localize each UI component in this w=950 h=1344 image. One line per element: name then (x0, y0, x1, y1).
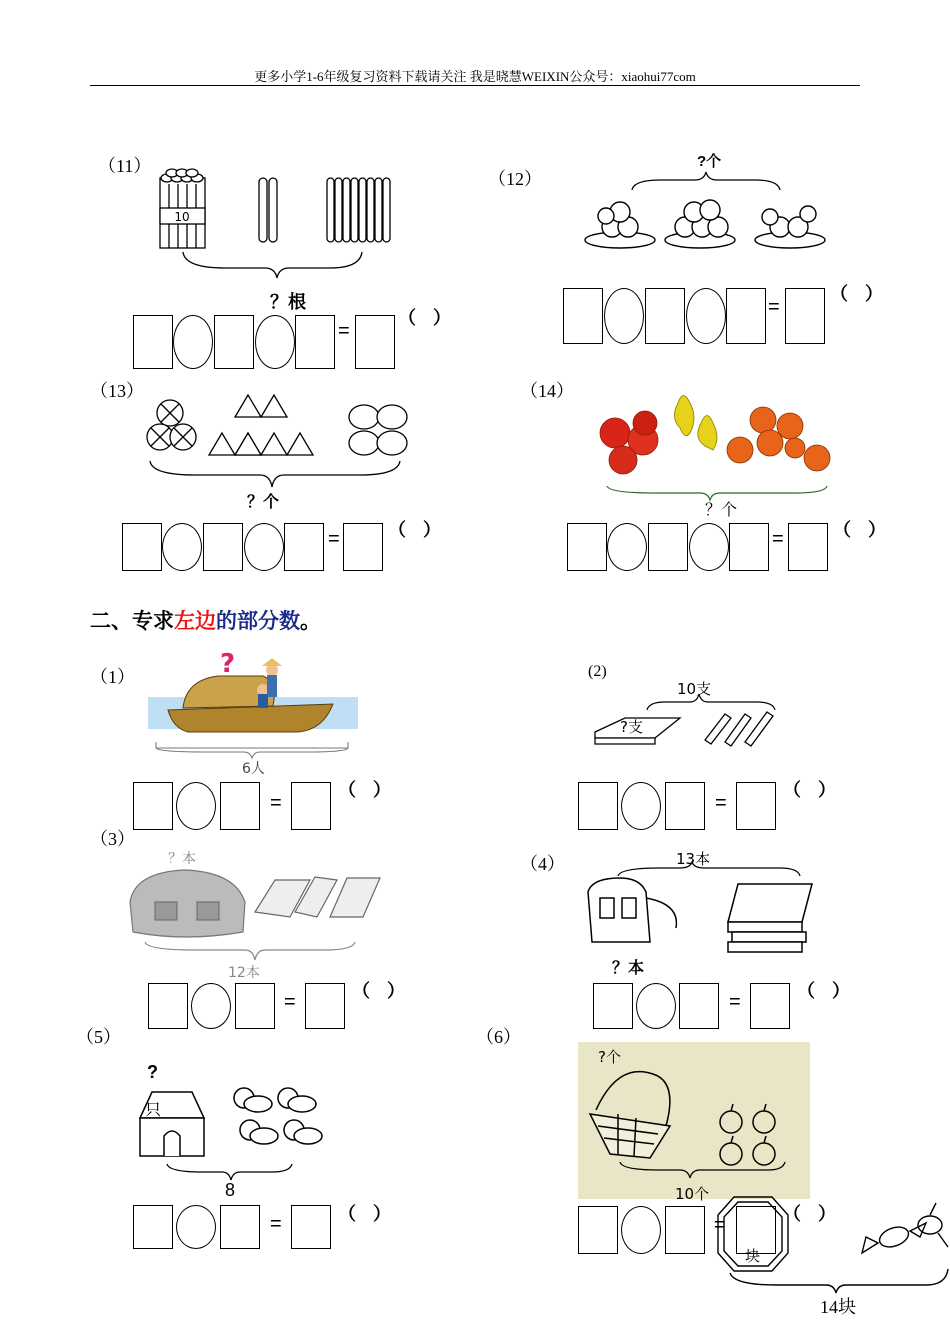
q11-oval-2[interactable] (255, 315, 295, 369)
q14-oval-2[interactable] (689, 523, 729, 571)
q11-equals: = (338, 320, 350, 342)
section2-title-blue: 部分数 (237, 609, 300, 633)
s2-q6-box-1[interactable] (578, 1206, 618, 1254)
q13-equals: = (328, 528, 340, 550)
q13-box-1[interactable] (122, 523, 162, 571)
q12-oval-1[interactable] (604, 288, 644, 344)
q14-box-1[interactable] (567, 523, 607, 571)
s2-q5-equals: = (270, 1213, 282, 1235)
q14-total-label: ？个 (705, 502, 738, 519)
s2-q3-answer-paren[interactable]: （ ） (352, 981, 412, 1001)
section2-title-end: 。 (300, 609, 321, 633)
s2-q4-equals: = (729, 991, 741, 1013)
q14-box-3[interactable] (729, 523, 769, 571)
s2-q3-equals: = (284, 991, 296, 1013)
q13-oval-1[interactable] (162, 523, 202, 571)
s2-q5-box-2[interactable] (220, 1205, 260, 1249)
s2-q2-answer-paren[interactable]: （ ） (783, 780, 843, 800)
s2-q1-oval[interactable] (176, 782, 216, 830)
s2-q2-equals: = (715, 792, 727, 814)
s2-q3-label: （3） (90, 829, 135, 849)
q14-equals: = (772, 528, 784, 550)
q14-fruits-illustration (595, 378, 845, 503)
s2-q4-label: （4） (520, 854, 565, 874)
s2-q6-part-label: ?个 (598, 1048, 621, 1066)
q11-total-label: ？根 (270, 292, 306, 312)
q13-answer-paren[interactable]: （ ） (388, 520, 448, 540)
s2-q1-label: （1） (90, 667, 135, 687)
s2-q1-box-2[interactable] (220, 782, 260, 830)
q12-box-3[interactable] (726, 288, 766, 344)
q13-answer-box[interactable] (343, 523, 383, 571)
s2-q4-bag-books-illustration (580, 862, 825, 957)
header-rule (90, 85, 860, 86)
q11-bundle-label: 10 (174, 210, 190, 224)
s2-q5-box-1[interactable] (133, 1205, 173, 1249)
s2-q1-answer-box[interactable] (291, 782, 331, 830)
s2-q6-oval[interactable] (621, 1206, 661, 1254)
s2-q5-oval[interactable] (176, 1205, 216, 1249)
s2-q5-label: （5） (76, 1027, 121, 1047)
q12-apples-on-plates-illustration (580, 172, 840, 262)
s2-q6-box-2[interactable] (665, 1206, 705, 1254)
q14-answer-paren[interactable]: （ ） (833, 520, 893, 540)
q12-equals: = (768, 296, 780, 318)
section2-title-a: 二、专求 (90, 609, 174, 633)
s2-q3-oval[interactable] (191, 983, 231, 1029)
q12-oval-2[interactable] (686, 288, 726, 344)
q13-shapes-illustration (140, 393, 420, 493)
page-header: 更多小学1-6年级复习资料下载请关注 我是晓慧WEIXIN公众号：xiaohui77com (254, 69, 696, 84)
s2-q2-answer-box[interactable] (736, 782, 776, 830)
s2-q3-bag-books-illustration (125, 862, 390, 967)
q12-answer-paren[interactable]: （ ） (830, 284, 890, 304)
svg-text:?: ? (220, 649, 236, 679)
s2-q5-part-unit: 只 (145, 1100, 162, 1119)
q13-total-label: ？个 (247, 494, 280, 511)
q11-box-3[interactable] (295, 315, 335, 369)
extra-part-label: 块 (745, 1247, 761, 1265)
s2-q5-answer-box[interactable] (291, 1205, 331, 1249)
s2-q4-answer-box[interactable] (750, 983, 790, 1029)
q12-box-2[interactable] (645, 288, 685, 344)
q13-box-3[interactable] (284, 523, 324, 571)
q11-oval-1[interactable] (173, 315, 213, 369)
q11-answer-paren[interactable]: （ ） (398, 308, 458, 328)
q13-oval-2[interactable] (244, 523, 284, 571)
s2-q6-label: （6） (476, 1027, 521, 1047)
s2-q4-total-label: 13本 (676, 850, 711, 868)
s2-q3-part-label: ？本 (168, 851, 196, 867)
s2-q4-answer-paren[interactable]: （ ） (797, 981, 857, 1001)
q13-box-2[interactable] (203, 523, 243, 571)
s2-q4-oval[interactable] (636, 983, 676, 1029)
extra-total-label: 14块 (820, 1297, 856, 1317)
s2-q5-total-label: 8 (225, 1180, 236, 1200)
s2-q6-total-label: 10个 (675, 1185, 710, 1203)
s2-q4-part-label: ？本 (612, 960, 645, 977)
s2-q2-pencils-illustration (585, 690, 785, 750)
s2-q3-box-2[interactable] (235, 983, 275, 1029)
s2-q5-answer-paren[interactable]: （ ） (338, 1204, 398, 1224)
s2-q6-equals: = (714, 1214, 726, 1236)
section2-title-red: 左边 (174, 609, 216, 633)
q14-oval-1[interactable] (607, 523, 647, 571)
q12-answer-box[interactable] (785, 288, 825, 344)
s2-q2-part-label: ?支 (620, 718, 643, 736)
q12-box-1[interactable] (563, 288, 603, 344)
q11-box-1[interactable] (133, 315, 173, 369)
q14-answer-box[interactable] (788, 523, 828, 571)
s2-q1-boat-illustration (148, 642, 358, 762)
s2-q2-label: (2) (588, 663, 607, 680)
s2-q1-total-label: 6人 (242, 761, 265, 777)
q13-label: （13） (90, 381, 144, 401)
s2-q5-part-question: ? (147, 1062, 158, 1082)
s2-q4-box-2[interactable] (679, 983, 719, 1029)
q12-label: （12） (488, 169, 542, 189)
s2-q3-total-label: 12本 (228, 965, 260, 981)
q11-box-2[interactable] (214, 315, 254, 369)
s2-q5-doghouse-puppies-illustration (132, 1078, 332, 1183)
q11-answer-box[interactable] (355, 315, 395, 369)
s2-q2-box-1[interactable] (578, 782, 618, 830)
s2-q3-answer-box[interactable] (305, 983, 345, 1029)
s2-q3-box-1[interactable] (148, 983, 188, 1029)
section2-title (90, 605, 321, 635)
s2-q2-oval[interactable] (621, 782, 661, 830)
q12-total-label: ?个 (697, 153, 722, 170)
s2-q2-total-label: 10支 (677, 680, 712, 698)
s2-q2-box-2[interactable] (665, 782, 705, 830)
s2-q6-answer-paren[interactable]: （ ） (783, 1204, 843, 1224)
s2-q1-answer-paren[interactable]: （ ） (338, 780, 398, 800)
s2-q1-box-1[interactable] (133, 782, 173, 830)
s2-q4-box-1[interactable] (593, 983, 633, 1029)
q14-box-2[interactable] (648, 523, 688, 571)
q14-label: （14） (520, 381, 574, 401)
s2-q1-equals: = (270, 792, 282, 814)
q11-sticks-illustration (155, 170, 405, 280)
q11-label: （11） (98, 156, 152, 176)
section2-title-b: 的 (216, 609, 237, 633)
